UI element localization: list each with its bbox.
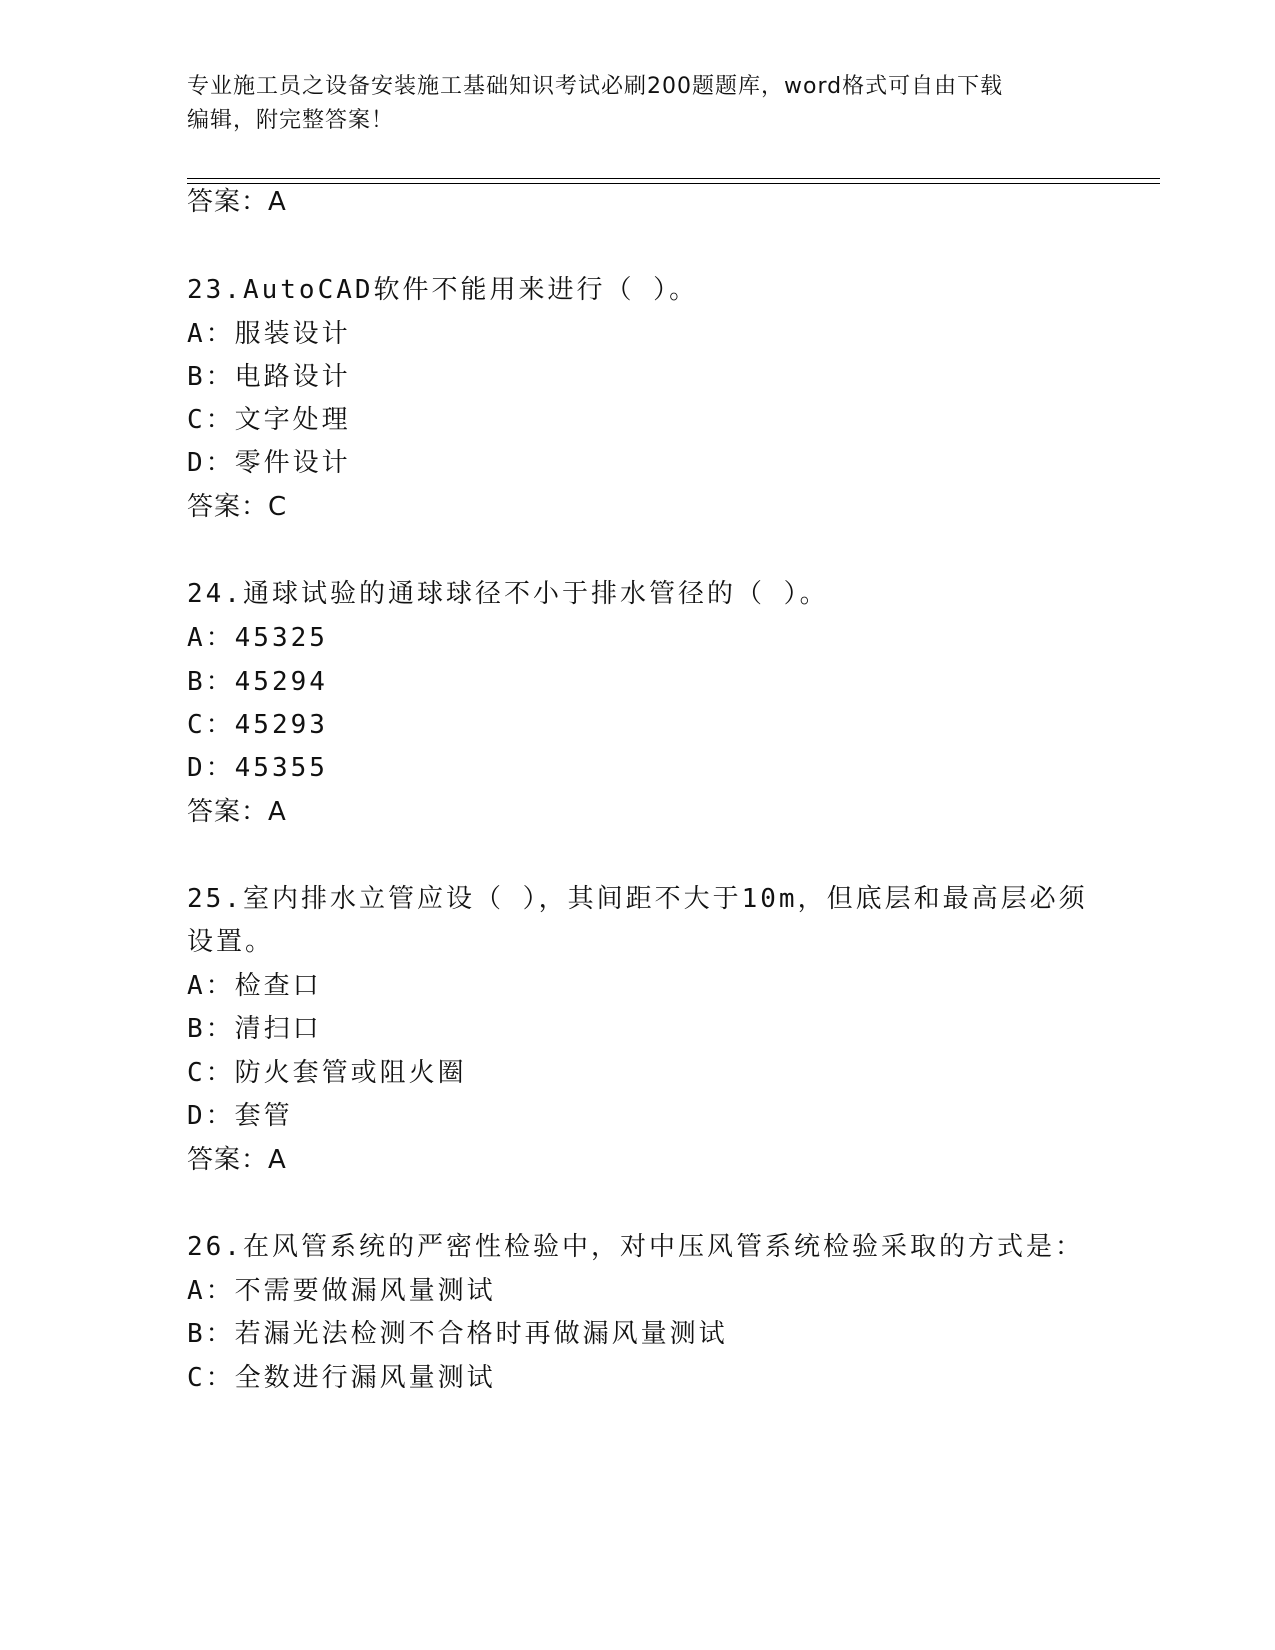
question-25-option-a: A：检查口 (187, 971, 322, 1001)
question-23-option-d: D：零件设计 (187, 448, 351, 478)
question-25-line-1: 25.室内排水立管应设（ ），其间距不大于10m，但底层和最高层必须 (187, 884, 1088, 914)
header-divider-bottom (187, 183, 1160, 184)
answer-24: 答案：A (187, 797, 287, 827)
question-24-option-a: A：45325 (187, 623, 328, 653)
question-26: 26.在风管系统的严密性检验中，对中压风管系统检验采取的方式是： (187, 1232, 1084, 1262)
question-25-line-2: 设置。 (187, 927, 275, 957)
answer-23: 答案：C (187, 492, 288, 522)
header-title-line-1: 专业施工员之设备安装施工基础知识考试必刷200题题库，word格式可自由下载 (187, 74, 1004, 99)
page-header (187, 70, 1087, 138)
question-23-option-c: C：文字处理 (187, 405, 351, 435)
question-23-option-a: A：服装设计 (187, 319, 351, 349)
question-24-option-b: B：45294 (187, 667, 328, 697)
question-26-option-c: C：全数进行漏风量测试 (187, 1363, 496, 1393)
question-26-option-b: B：若漏光法检测不合格时再做漏风量测试 (187, 1319, 728, 1349)
header-divider-top (187, 178, 1160, 179)
question-23-option-b: B：电路设计 (187, 362, 351, 392)
question-26-option-a: A：不需要做漏风量测试 (187, 1276, 496, 1306)
question-24-option-c: C：45293 (187, 710, 328, 740)
question-25-option-c: C：防火套管或阻火圈 (187, 1058, 467, 1088)
question-24-option-d: D：45355 (187, 753, 328, 783)
answer-22: 答案：A (187, 187, 287, 217)
question-25-option-b: B：清扫口 (187, 1014, 322, 1044)
question-25-option-d: D：套管 (187, 1101, 293, 1131)
answer-25: 答案：A (187, 1145, 287, 1175)
question-24: 24.通球试验的通球球径不小于排水管径的（ ）。 (187, 579, 829, 609)
header-title-line-2: 编辑，附完整答案！ (187, 108, 395, 133)
question-23: 23.AutoCAD软件不能用来进行（ ）。 (187, 275, 699, 305)
